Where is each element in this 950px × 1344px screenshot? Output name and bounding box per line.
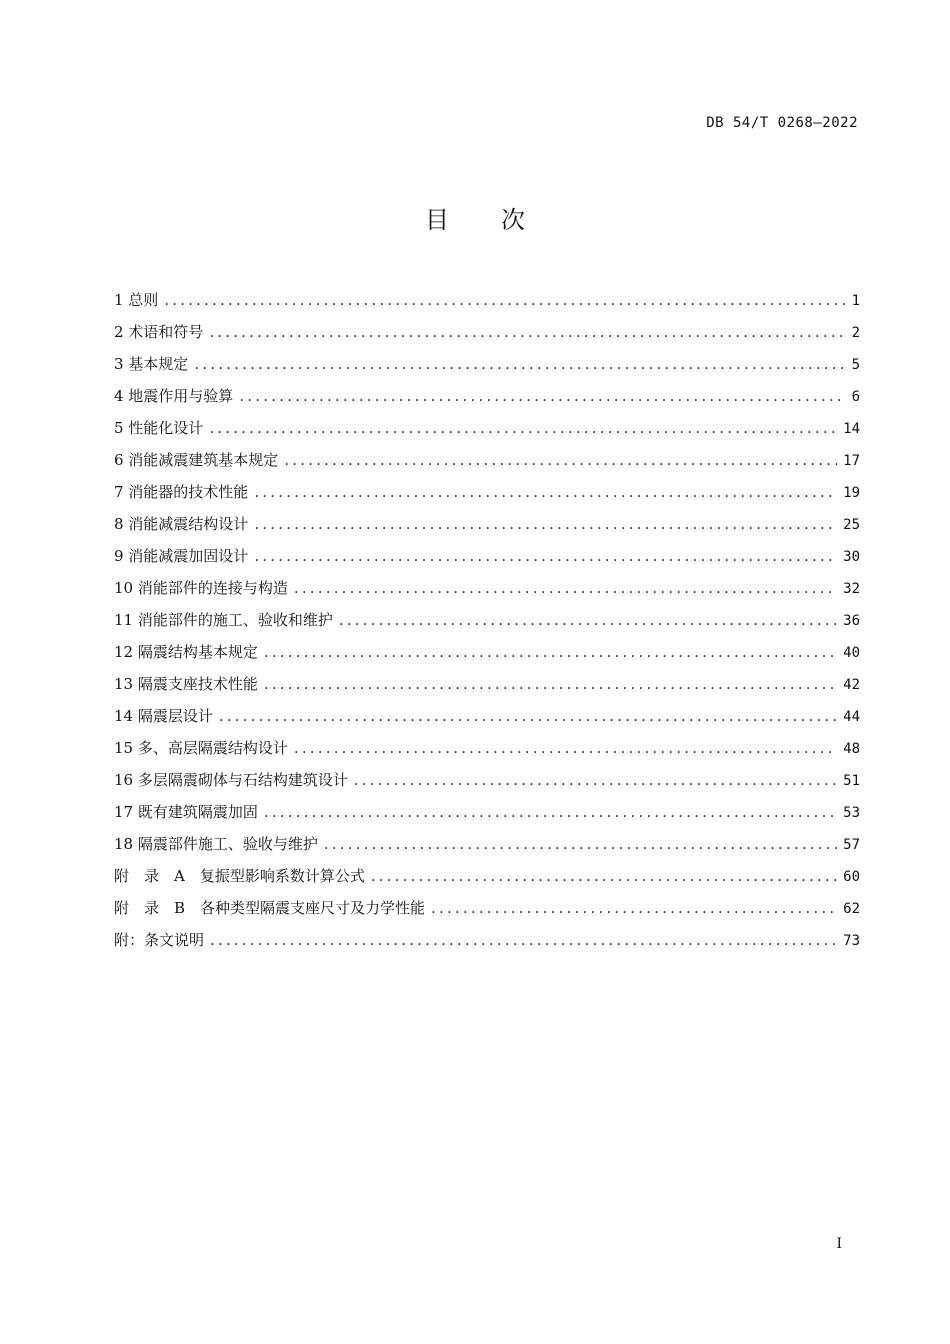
toc-entry-page: 53 (843, 805, 860, 821)
toc-leader-dots (239, 380, 845, 412)
toc-entry[interactable] (114, 380, 860, 412)
toc-entry-page: 5 (851, 357, 860, 373)
toc-entry-label: 8 消能减震结构设计 (114, 515, 249, 533)
toc-leader-dots (264, 668, 837, 700)
toc-entry[interactable] (114, 348, 860, 380)
toc-entry-page: 14 (843, 421, 860, 437)
toc-entry-label: 10 消能部件的连接与构造 (114, 579, 288, 597)
toc-entry[interactable] (114, 284, 860, 316)
toc-entry[interactable] (114, 700, 860, 732)
toc-entry[interactable] (114, 892, 860, 924)
toc-entry-label: 16 多层隔震砌体与石结构建筑设计 (114, 771, 348, 789)
toc-leader-dots (284, 444, 837, 476)
toc-leader-dots (264, 796, 837, 828)
toc-entry[interactable] (114, 412, 860, 444)
toc-entry[interactable] (114, 636, 860, 668)
toc-entry[interactable] (114, 444, 860, 476)
toc-entry-page: 73 (843, 933, 860, 949)
toc-entry-page: 42 (843, 677, 860, 693)
toc-leader-dots (219, 700, 837, 732)
toc-entry-label: 7 消能器的技术性能 (114, 483, 249, 501)
toc-entry-label: 9 消能减震加固设计 (114, 547, 249, 565)
toc-entry-page: 62 (843, 901, 860, 917)
toc-entry-label: 11 消能部件的施工、验收和维护 (114, 611, 333, 629)
toc-entry-label: 附 录 B 各种类型隔震支座尺寸及力学性能 (114, 899, 426, 917)
toc-leader-dots (194, 348, 845, 380)
toc-entry-label: 1 总则 (114, 291, 159, 309)
toc-entry-page: 1 (851, 293, 860, 309)
toc-entry-page: 6 (851, 389, 860, 405)
toc-entry-page: 19 (843, 485, 860, 501)
toc-entry-page: 48 (843, 741, 860, 757)
toc-entry-page: 30 (843, 549, 860, 565)
toc-entry-label: 12 隔震结构基本规定 (114, 643, 258, 661)
toc-entry-label: 4 地震作用与验算 (114, 387, 234, 405)
toc-entry-page: 40 (843, 645, 860, 661)
toc-entry-label: 5 性能化设计 (114, 419, 204, 437)
toc-entry-page: 60 (843, 869, 860, 885)
page-number: I (836, 1236, 842, 1252)
toc-leader-dots (264, 636, 837, 668)
toc-leader-dots (164, 284, 845, 316)
toc-entry-page: 2 (851, 325, 860, 341)
toc-entry[interactable] (114, 860, 860, 892)
toc-entry[interactable] (114, 316, 860, 348)
toc-entry-label: 3 基本规定 (114, 355, 189, 373)
toc-leader-dots (354, 764, 837, 796)
toc-entry-page: 57 (843, 837, 860, 853)
document-code: DB 54/T 0268—2022 (706, 115, 858, 131)
toc-entry-label: 2 术语和符号 (114, 323, 204, 341)
toc-leader-dots (294, 732, 837, 764)
toc-entry-page: 32 (843, 581, 860, 597)
toc-entry-label: 附：条文说明 (114, 931, 205, 949)
toc-entry-page: 51 (843, 773, 860, 789)
toc-entry[interactable] (114, 668, 860, 700)
toc-entry-label: 17 既有建筑隔震加固 (114, 803, 258, 821)
toc-entry[interactable] (114, 924, 860, 956)
toc-entry[interactable] (114, 732, 860, 764)
toc-leader-dots (254, 540, 837, 572)
toc-entry-label: 13 隔震支座技术性能 (114, 675, 258, 693)
toc-entry-label: 15 多、高层隔震结构设计 (114, 739, 288, 757)
toc-entry[interactable] (114, 540, 860, 572)
toc-leader-dots (254, 508, 837, 540)
toc-entry-page: 44 (843, 709, 860, 725)
page-title: 目次 (425, 206, 577, 234)
toc-entry[interactable] (114, 604, 860, 636)
toc-entry[interactable] (114, 476, 860, 508)
toc-leader-dots (324, 828, 837, 860)
table-of-contents (114, 284, 860, 956)
toc-entry[interactable] (114, 764, 860, 796)
toc-leader-dots (209, 316, 845, 348)
toc-entry-label: 14 隔震层设计 (114, 707, 213, 725)
toc-leader-dots (294, 572, 837, 604)
toc-entry[interactable] (114, 828, 860, 860)
toc-entry-label: 附 录 A 复振型影响系数计算公式 (114, 867, 365, 885)
toc-leader-dots (371, 860, 837, 892)
toc-entry-page: 25 (843, 517, 860, 533)
toc-entry[interactable] (114, 508, 860, 540)
toc-leader-dots (254, 476, 837, 508)
toc-leader-dots (209, 412, 837, 444)
toc-leader-dots (339, 604, 837, 636)
toc-entry[interactable] (114, 796, 860, 828)
toc-entry[interactable] (114, 572, 860, 604)
toc-entry-label: 18 隔震部件施工、验收与维护 (114, 835, 318, 853)
toc-entry-page: 36 (843, 613, 860, 629)
toc-entry-page: 17 (843, 453, 860, 469)
toc-leader-dots (431, 892, 837, 924)
toc-leader-dots (210, 924, 837, 956)
toc-entry-label: 6 消能减震建筑基本规定 (114, 451, 279, 469)
